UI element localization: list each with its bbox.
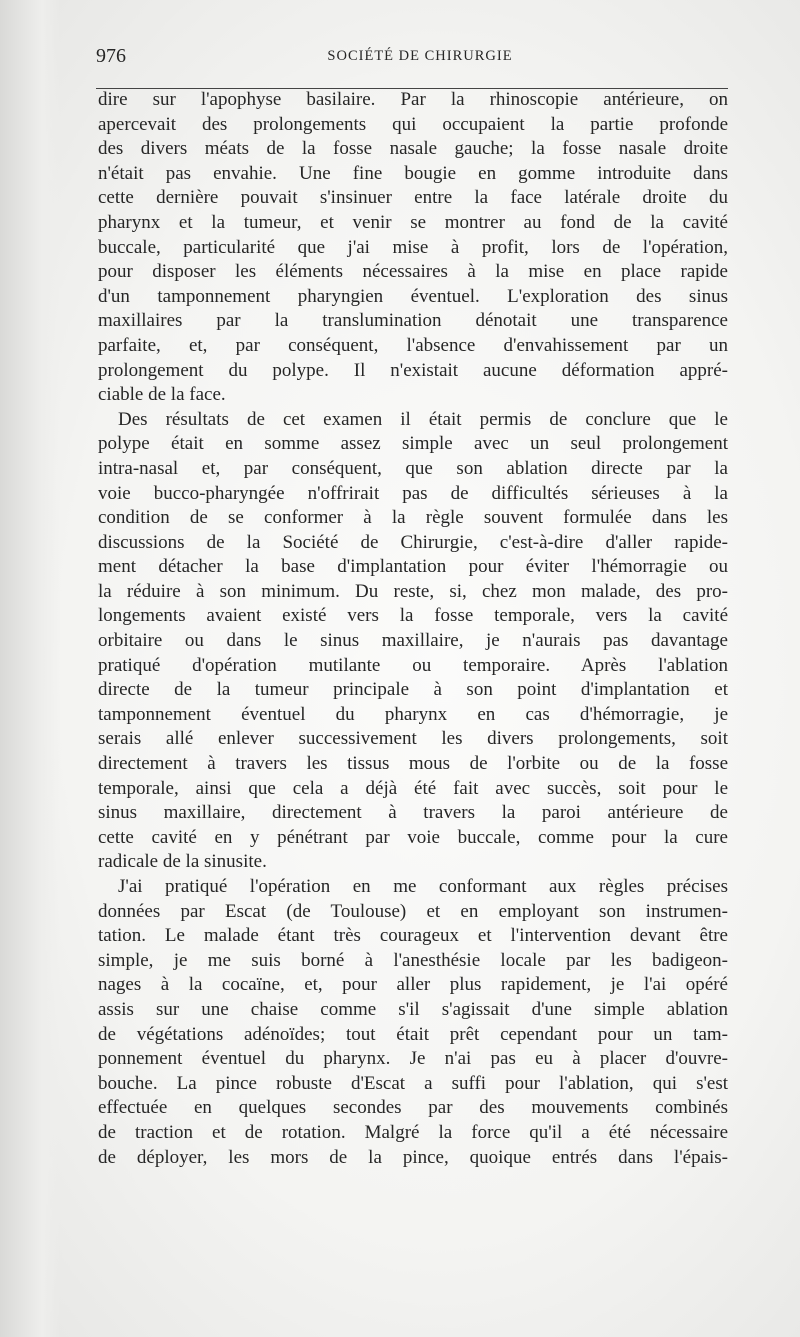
text-line: Des résultats de cet examen il était permis de conclure que le [118,408,728,430]
text-line: données par Escat (de Toulouse) et en employant son instrumen- [98,900,728,922]
running-title: SOCIÉTÉ DE CHIRURGIE [327,48,513,64]
text-line: d'un tamponnement pharyngien éventuel. L'exploration des sinus [98,285,728,307]
text-line: assis sur une chaise comme s'il s'agissait d'une simple ablation [98,998,728,1020]
text-line: sinus maxillaire, directement à travers la paroi antérieure de [98,802,728,824]
text-line: de déployer, les mors de la pince, quoique entrés dans l'épais- [98,1146,728,1168]
text-line: longements avaient existé vers la fosse temporale, vers la cavité [98,605,728,627]
body-text [98,88,728,1170]
text-line: de végétations adénoïdes; tout était prêt cependant pour un tam- [98,1023,728,1045]
text-line: directe de la tumeur principale à son point d'implantation et [98,679,728,701]
text-line: des divers méats de la fosse nasale gauche; la fosse nasale droite [98,138,728,160]
text-line: radicale de la sinusite. [98,851,267,873]
text-line: cette cavité en y pénétrant par voie buccale, comme pour la cure [98,826,728,848]
text-line: condition de se conformer à la règle souvent formulée dans les [98,507,728,529]
text-line: de traction et de rotation. Malgré la force qu'il a été nécessaire [98,1121,728,1143]
text-line: pour disposer les éléments nécessaires à la mise en place rapide [98,261,728,283]
page-edge-shadow [0,0,60,1337]
text-line: tation. Le malade étant très courageux et l'intervention devant être [98,925,728,947]
text-line: apercevait des prolongements qui occupaient la partie profonde [98,113,728,135]
text-line: cette dernière pouvait s'insinuer entre la face latérale droite du [98,187,728,209]
text-line: voie bucco-pharyngée n'offrirait pas de difficultés sérieuses à la [98,482,728,504]
text-line: J'ai pratiqué l'opération en me conformant aux règles précises [118,876,728,897]
text-line: polype était en somme assez simple avec un seul prolongement [98,433,728,455]
text-line: discussions de la Société de Chirurgie, c'est-à-dire d'aller rapide- [98,531,728,553]
text-line: la réduire à son minimum. Du reste, si, chez mon malade, des pro- [98,580,728,602]
text-line: prolongement du polype. Il n'existait aucune déformation appré- [98,359,728,381]
text-line: parfaite, et, par conséquent, l'absence d'envahissement par un [98,334,728,356]
text-line: temporale, ainsi que cela a déjà été fait avec succès, soit pour le [98,777,728,799]
text-line: ponnement éventuel du pharynx. Je n'ai pas eu à placer d'ouvre- [98,1048,728,1070]
text-line: pratiqué d'opération mutilante ou temporaire. Après l'ablation [98,654,728,676]
text-line: pharynx et la tumeur, et venir se montrer au fond de la cavité [98,211,728,233]
text-line: orbitaire ou dans le sinus maxillaire, je n'aurais pas davantage [98,630,728,652]
text-line: ciable de la face. [98,384,226,406]
page-number: 976 [96,45,126,67]
text-line: maxillaires par la translumination dénotait une transparence [98,310,728,332]
text-line: bouche. La pince robuste d'Escat a suffi pour l'ablation, qui s'est [98,1072,728,1094]
text-line: serais allé enlever successivement les divers prolongements, soit [98,728,728,750]
text-line: buccale, particularité que j'ai mise à profit, lors de l'opération, [98,236,728,258]
text-line: nages à la cocaïne, et, pour aller plus rapidement, je l'ai opéré [98,974,728,996]
text-line: ment détacher la base d'implantation pour éviter l'hémorragie ou [98,556,728,578]
text-line: directement à travers les tissus mous de l'orbite ou de la fosse [98,753,728,775]
text-line: effectuée en quelques secondes par des mouvements combinés [98,1097,728,1119]
text-line: n'était pas envahie. Une fine bougie en gomme introduite dans [98,162,728,184]
text-line: intra-nasal et, par conséquent, que son ablation directe par la [98,457,728,479]
text-line: tamponnement éventuel du pharynx en cas d'hémorragie, je [98,703,728,725]
text-line: dire sur l'apophyse basilaire. Par la rhinoscopie antérieure, on [98,89,728,110]
text-line: simple, je me suis borné à l'anesthésie locale par les badigeon- [98,949,728,971]
